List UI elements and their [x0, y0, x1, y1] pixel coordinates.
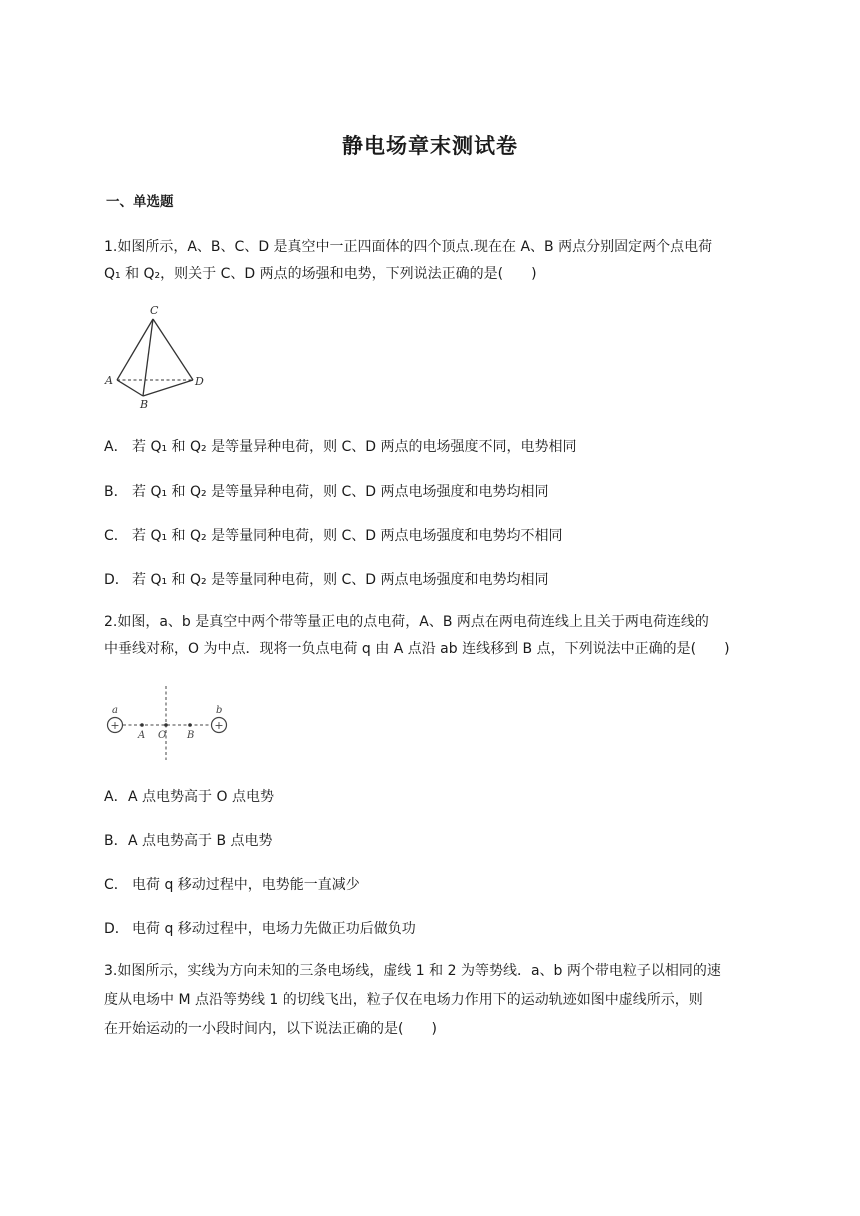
- edge-cb: [143, 319, 153, 396]
- label-point-o: O: [158, 730, 167, 741]
- label-charge-b: b: [216, 705, 223, 716]
- option-text: 电荷 q 移动过程中，电场力先做正功后做负功: [132, 921, 416, 937]
- option-text: A 点电势高于 B 点电势: [128, 833, 273, 849]
- option-label: C．: [104, 877, 128, 893]
- option-text: 若 Q₁ 和 Q₂ 是等量异种电荷，则 C、D 两点的电场强度不同，电势相同: [132, 439, 577, 455]
- option-text: 若 Q₁ 和 Q₂ 是等量异种电荷，则 C、D 两点电场强度和电势均相同: [132, 484, 549, 500]
- point-charges-figure: [100, 684, 236, 762]
- label-point-a: A: [138, 730, 146, 741]
- q1-option-b: [104, 481, 549, 501]
- page-title: 静电场章末测试卷: [342, 134, 518, 158]
- q3-stem-line-2: 度从电场中 M 点沿等势线 1 的切线飞出，粒子仅在电场力作用下的运动轨迹如图中虚线所示，则: [104, 992, 703, 1008]
- vertex-label-d: D: [195, 375, 204, 388]
- q3-stem-line-3: 在开始运动的一小段时间内，以下说法正确的是( ): [104, 1021, 437, 1037]
- option-label: A．: [104, 439, 128, 455]
- option-text: A 点电势高于 O 点电势: [128, 789, 274, 805]
- q3-stem-line-1: 3.如图所示，实线为方向未知的三条电场线，虚线 1 和 2 为等势线．a、b 两个带电粒子以相同的速: [104, 963, 721, 979]
- option-label: A．: [104, 789, 128, 805]
- charge-a-sign: +: [110, 719, 120, 732]
- option-label: B．: [104, 833, 128, 849]
- q2-option-c: [104, 874, 360, 894]
- q1-option-d: [104, 569, 549, 589]
- vertex-label-b: B: [140, 398, 149, 411]
- q2-stem-line-1: 2.如图，a、b 是真空中两个带等量正电的点电荷，A、B 两点在两电荷连线上且关于两电荷连线的: [104, 614, 709, 630]
- q2-option-b: [104, 830, 273, 850]
- q2-option-a: [104, 786, 274, 806]
- q2-stem-line-2: 中垂线对称，O 为中点．现将一负点电荷 q 由 A 点沿 ab 连线移到 B 点，下列说法中正确的是( ): [104, 641, 730, 657]
- label-point-b: B: [187, 730, 195, 741]
- edge-ab: [117, 380, 143, 396]
- point-o-dot: [164, 723, 168, 727]
- q1-stem-line-1: 1.如图所示，A、B、C、D 是真空中一正四面体的四个顶点.现在在 A、B 两点分别固定两个点电荷: [104, 239, 713, 255]
- edge-bd: [143, 380, 193, 396]
- q1-option-c: [104, 525, 563, 545]
- edge-ca: [117, 319, 153, 380]
- label-charge-a: a: [112, 705, 118, 716]
- edge-cd: [153, 319, 193, 380]
- q2-option-d: [104, 918, 416, 938]
- option-text: 若 Q₁ 和 Q₂ 是等量同种电荷，则 C、D 两点电场强度和电势均不相同: [132, 528, 563, 544]
- option-text: 电荷 q 移动过程中，电势能一直减少: [132, 877, 360, 893]
- option-label: C．: [104, 528, 128, 544]
- charge-b-sign: +: [214, 719, 224, 732]
- tetrahedron-figure: [100, 300, 216, 412]
- q1-option-a: [104, 436, 577, 456]
- q1-stem-line-2: Q₁ 和 Q₂，则关于 C、D 两点的场强和电势，下列说法正确的是( ): [104, 266, 537, 282]
- option-label: D．: [104, 921, 129, 937]
- option-label: D．: [104, 572, 129, 588]
- vertex-label-a: A: [105, 374, 113, 387]
- option-label: B．: [104, 484, 128, 500]
- option-text: 若 Q₁ 和 Q₂ 是等量同种电荷，则 C、D 两点电场强度和电势均相同: [132, 572, 549, 588]
- point-b-dot: [188, 723, 192, 727]
- vertex-label-c: C: [150, 304, 159, 317]
- section-heading: 一、单选题: [106, 194, 174, 210]
- point-a-dot: [140, 723, 144, 727]
